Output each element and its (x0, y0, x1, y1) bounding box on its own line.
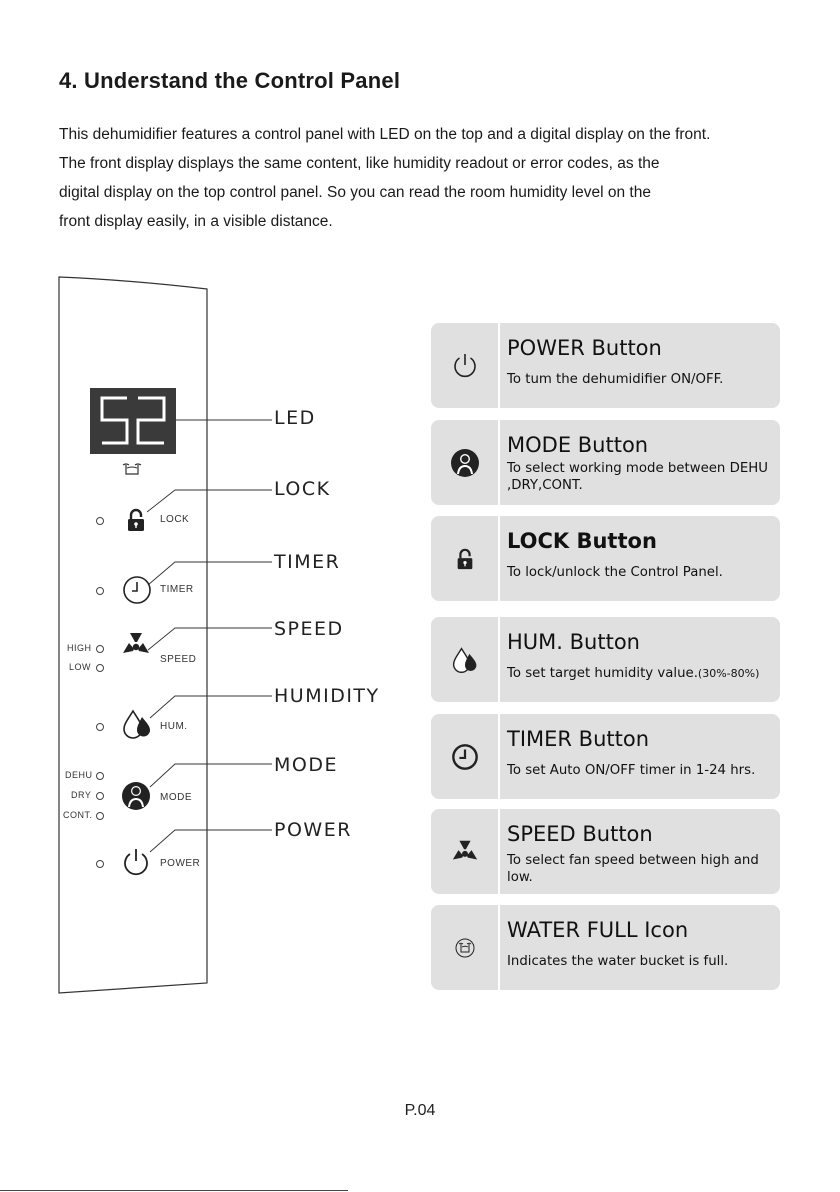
dry-indicator-label: DRY (71, 790, 92, 800)
high-indicator-label: HIGH (67, 643, 92, 653)
card-title: WATER FULL Icon (507, 918, 689, 942)
card-description-text: To set target humidity value. (507, 666, 698, 681)
card-divider (498, 905, 500, 990)
page-heading: 4. Understand the Control Panel (59, 68, 401, 93)
timer-button-label: TIMER (160, 584, 194, 595)
callout-power: POWER (274, 819, 352, 841)
mode-button-label: MODE (160, 792, 192, 803)
low-speed-indicator-light (96, 664, 104, 672)
mode-icon[interactable] (121, 780, 151, 817)
humidity-icon (451, 646, 479, 674)
fan-icon[interactable] (121, 630, 151, 665)
card-icon-cell (431, 323, 498, 408)
power-button-label: POWER (160, 858, 201, 869)
fan-icon (451, 838, 479, 866)
intro-line: The front display displays the same content, like humidity readout or error codes, as the (59, 155, 660, 172)
humidity-icon[interactable] (122, 708, 152, 745)
callout-led: LED (274, 407, 316, 429)
card-description: To select fan speed between high and low. (507, 853, 759, 885)
card-title: MODE Button (507, 433, 649, 457)
card-icon-cell (431, 420, 498, 505)
lock-button-label: LOCK (160, 514, 190, 525)
dehu-indicator-label: DEHU (65, 770, 93, 780)
footer-rule (0, 1190, 348, 1191)
control-panel-diagram (0, 0, 420, 1000)
water-full-icon (121, 462, 143, 481)
card-timer-button (431, 714, 780, 799)
speed-button-label: SPEED (160, 654, 197, 665)
mode-icon (450, 448, 480, 478)
card-divider (498, 323, 500, 408)
card-hum-button (431, 617, 780, 702)
card-divider (498, 516, 500, 601)
card-description: Indicates the water bucket is full. (507, 954, 729, 969)
card-mode-button (431, 420, 780, 505)
card-title: POWER Button (507, 336, 662, 360)
callout-mode: MODE (274, 754, 338, 776)
display-digits-graphic (90, 388, 176, 454)
card-description: To tum the dehumidifier ON/OFF. (507, 372, 724, 387)
panel-outline (0, 0, 420, 1000)
card-divider (498, 714, 500, 799)
card-description: To select working mode between DEHU ,DRY,CONT. (507, 461, 768, 493)
water-full-icon (454, 938, 476, 958)
lock-indicator-light (96, 517, 104, 525)
humidity-range-note: (30%-80%) (697, 667, 760, 680)
cont-indicator-label: CONT. (63, 810, 93, 820)
card-title: LOCK Button (507, 529, 657, 553)
card-description: To set Auto ON/OFF timer in 1-24 hrs. (507, 763, 756, 778)
power-indicator-light (96, 860, 104, 868)
card-power-button (431, 323, 780, 408)
callout-speed: SPEED (274, 618, 344, 640)
card-description (507, 665, 775, 682)
card-divider (498, 420, 500, 505)
hum-button-label: HUM. (160, 721, 188, 732)
dry-indicator-light (96, 792, 104, 800)
card-icon-cell (431, 714, 498, 799)
timer-indicator-light (96, 587, 104, 595)
intro-line: front display easily, in a visible distance. (59, 213, 333, 230)
card-title: TIMER Button (507, 727, 650, 751)
card-divider (498, 809, 500, 894)
power-icon (452, 352, 478, 380)
card-title: SPEED Button (507, 822, 653, 846)
power-icon[interactable] (121, 846, 151, 883)
lock-icon (455, 548, 475, 570)
callout-humidity: HUMIDITY (274, 685, 380, 707)
cont-indicator-light (96, 812, 104, 820)
card-title: HUM. Button (507, 630, 640, 654)
card-icon-cell (431, 516, 498, 601)
card-water-full-icon (431, 905, 780, 990)
intro-line: This dehumidifier features a control panel with LED on the top and a digital display on the front. (59, 126, 711, 143)
page-number: P.04 (404, 1102, 436, 1119)
card-speed-button (431, 809, 780, 894)
intro-line: digital display on the top control panel. So you can read the room humidity level on the (59, 184, 651, 201)
card-icon-cell (431, 809, 498, 894)
callout-lock: LOCK (274, 478, 331, 500)
card-description: To lock/unlock the Control Panel. (507, 565, 723, 580)
card-icon-cell (431, 905, 498, 990)
card-divider (498, 617, 500, 702)
dehu-indicator-light (96, 772, 104, 780)
lock-icon[interactable] (126, 508, 146, 537)
timer-icon (451, 743, 479, 771)
high-speed-indicator-light (96, 645, 104, 653)
card-icon-cell (431, 617, 498, 702)
timer-icon[interactable] (122, 575, 152, 610)
digital-display (90, 388, 176, 454)
callout-timer: TIMER (274, 551, 341, 573)
card-lock-button (431, 516, 780, 601)
low-indicator-label: LOW (69, 662, 92, 672)
humidity-indicator-light (96, 723, 104, 731)
